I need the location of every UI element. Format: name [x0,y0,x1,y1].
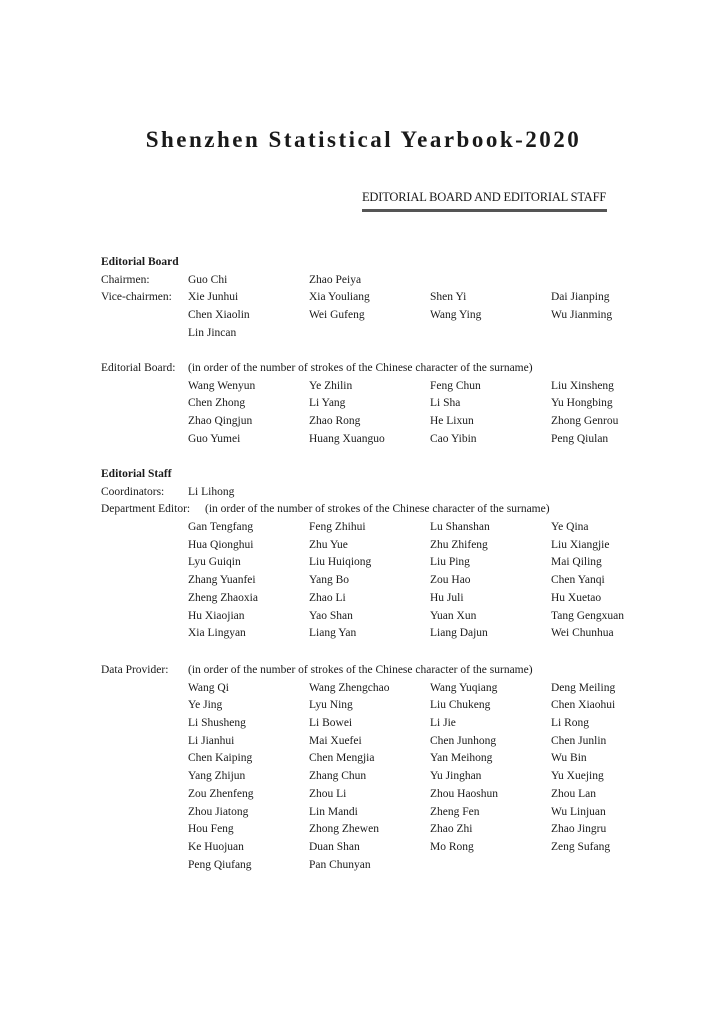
editor-name: Yao Shan [309,609,353,622]
editor-name: Mai Qiling [551,556,602,569]
name-row [101,556,661,574]
provider-name: Mo Rong [430,840,474,853]
provider-name: Lyu Ning [309,699,353,712]
provider-name: Zhou Jiatong [188,805,249,818]
provider-name: Chen Mengjia [309,752,375,765]
name-row [101,380,661,398]
vice-chairman-name: Wei Gufeng [309,309,365,322]
provider-name: Yu Xuejing [551,770,604,783]
member-name: Liu Xinsheng [551,379,614,392]
member-name: He Lixun [430,415,474,428]
provider-name: Li Jie [430,717,456,730]
ordering-note: (in order of the number of strokes of the Chinese character of the surname) [205,503,550,516]
provider-name: Yang Zhijun [188,770,246,783]
name-row [101,841,661,859]
page-title: Shenzhen Statistical Yearbook-2020 [145,127,582,152]
provider-name: Chen Kaiping [188,752,253,765]
member-name: Cao Yibin [430,432,477,445]
provider-name: Pan Chunyan [309,858,371,871]
provider-name: Zhou Li [309,787,347,800]
vice-chairman-name: Shen Yi [430,291,467,304]
vice-chairman-name: Wang Ying [430,309,482,322]
editor-name: Xia Lingyan [188,627,246,640]
board-members-label: Editorial Board: [101,362,176,374]
provider-name: Peng Qiufang [188,858,252,871]
chairmen-row [101,274,661,292]
provider-name: Zhao Jingru [551,823,607,836]
data-provider-section [101,664,661,876]
name-row [101,592,661,610]
chairman-name: Guo Chi [188,273,228,286]
name-row [101,823,661,841]
vice-chairman-name: Dai Jianping [551,291,610,304]
member-name: Yu Hongbing [551,397,613,410]
editor-name: Lyu Guiqin [188,556,241,569]
name-row [101,397,661,415]
editor-name: Hu Xiaojian [188,609,245,622]
provider-name: Wu Linjuan [551,805,606,818]
department-editor-label: Department Editor: [101,503,191,516]
member-name: Zhao Qingjun [188,415,253,428]
editor-name: Lu Shanshan [430,521,490,534]
editorial-staff-heading: Editorial Staff [101,468,172,480]
name-row [101,521,661,539]
coordinators-label: Coordinators: [101,485,165,498]
editorial-staff-section [101,468,661,645]
member-name: Zhong Genrou [551,415,619,428]
editor-name: Zhu Zhifeng [430,538,488,551]
chairman-name: Zhao Peiya [309,273,362,286]
editor-name: Wei Chunhua [551,627,614,640]
editor-name: Zhang Yuanfei [188,574,256,587]
ordering-note: (in order of the number of strokes of the Chinese character of the surname) [188,664,533,676]
provider-name: Li Rong [551,717,590,730]
subtitle-underline [362,209,607,212]
editor-name: Chen Yanqi [551,574,605,587]
provider-name: Yu Jinghan [430,770,482,783]
provider-name: Li Shusheng [188,717,246,730]
coordinators-row [101,486,661,504]
vice-chairman-name: Lin Jincan [188,326,237,339]
provider-name: Zhong Zhewen [309,823,379,836]
member-name: Li Yang [309,397,346,410]
member-name: Huang Xuanguo [309,432,385,445]
provider-name: Li Bowei [309,717,353,730]
provider-name: Wang Zhengchao [309,681,390,694]
name-row [101,415,661,433]
editor-name: Zheng Zhaoxia [188,591,258,604]
editor-name: Liu Ping [430,556,470,569]
editor-name: Liang Yan [309,627,357,640]
provider-name: Ye Jing [188,699,223,712]
provider-name: Ke Huojuan [188,840,244,853]
editorial-board-section [101,256,661,344]
name-row [101,752,661,770]
name-row [101,699,661,717]
vice-chairmen-row [101,291,661,309]
editor-name: Hua Qionghui [188,538,254,551]
provider-name: Hou Feng [188,823,234,836]
name-row [101,806,661,824]
member-name: Wang Wenyun [188,379,256,392]
name-row [101,610,661,628]
vice-chairmen-row [101,309,661,327]
name-row [101,717,661,735]
editor-name: Zhu Yue [309,538,348,551]
member-name: Zhao Rong [309,415,361,428]
member-name: Ye Zhilin [309,379,353,392]
provider-name: Zhou Lan [551,787,597,800]
provider-name: Chen Junhong [430,734,497,747]
name-row [101,539,661,557]
member-name: Feng Chun [430,379,481,392]
provider-name: Zhang Chun [309,770,367,783]
name-row [101,433,661,451]
editor-name: Yuan Xun [430,609,477,622]
name-row [101,770,661,788]
provider-name: Wang Yuqiang [430,681,498,694]
editor-name: Gan Tengfang [188,521,254,534]
provider-name: Mai Xuefei [309,734,362,747]
editor-name: Zhao Li [309,591,346,604]
provider-name: Chen Xiaohui [551,699,616,712]
coordinator-name: Li Lihong [188,485,235,498]
provider-name: Zhou Haoshun [430,787,499,800]
provider-name: Zhao Zhi [430,823,473,836]
provider-name: Zheng Fen [430,805,480,818]
chairmen-label: Chairmen: [101,273,150,286]
board-members-section [101,362,661,450]
editor-name: Liu Huiqiong [309,556,372,569]
editor-name: Liu Xiangjie [551,538,610,551]
member-name: Guo Yumei [188,432,241,445]
provider-name: Duan Shan [309,840,360,853]
editor-name: Yang Bo [309,574,350,587]
provider-name: Zeng Sufang [551,840,611,853]
board-members-header [101,362,661,380]
provider-name: Li Jianhui [188,734,235,747]
section-subtitle: EDITORIAL BOARD AND EDITORIAL STAFF [362,190,607,204]
provider-name: Zou Zhenfeng [188,787,254,800]
vice-chairmen-label: Vice-chairmen: [101,291,172,304]
name-row [101,859,661,877]
ordering-note: (in order of the number of strokes of the Chinese character of the surname) [188,362,533,374]
member-name: Li Sha [430,397,461,410]
provider-name: Chen Junlin [551,734,607,747]
editorial-board-heading: Editorial Board [101,256,179,268]
name-row [101,627,661,645]
provider-name: Wu Bin [551,752,587,765]
vice-chairman-name: Wu Jianming [551,309,613,322]
provider-name: Yan Meihong [430,752,493,765]
name-row [101,574,661,592]
member-name: Peng Qiulan [551,432,609,445]
provider-name: Liu Chukeng [430,699,491,712]
editor-name: Hu Juli [430,591,464,604]
editor-name: Hu Xuetao [551,591,602,604]
name-row [101,682,661,700]
provider-name: Deng Meiling [551,681,616,694]
editor-name: Zou Hao [430,574,471,587]
name-row [101,788,661,806]
vice-chairmen-row [101,327,661,345]
vice-chairman-name: Chen Xiaolin [188,309,250,322]
data-provider-header [101,664,661,682]
provider-name: Wang Qi [188,681,229,694]
vice-chairman-name: Xia Youliang [309,291,370,304]
vice-chairman-name: Xie Junhui [188,291,239,304]
department-editor-header [101,503,661,521]
data-provider-label: Data Provider: [101,664,169,676]
editor-name: Ye Qina [551,521,589,534]
editor-name: Liang Dajun [430,627,488,640]
provider-name: Lin Mandi [309,805,358,818]
member-name: Chen Zhong [188,397,246,410]
editor-name: Tang Gengxuan [551,609,624,622]
editor-name: Feng Zhihui [309,521,366,534]
name-row [101,735,661,753]
